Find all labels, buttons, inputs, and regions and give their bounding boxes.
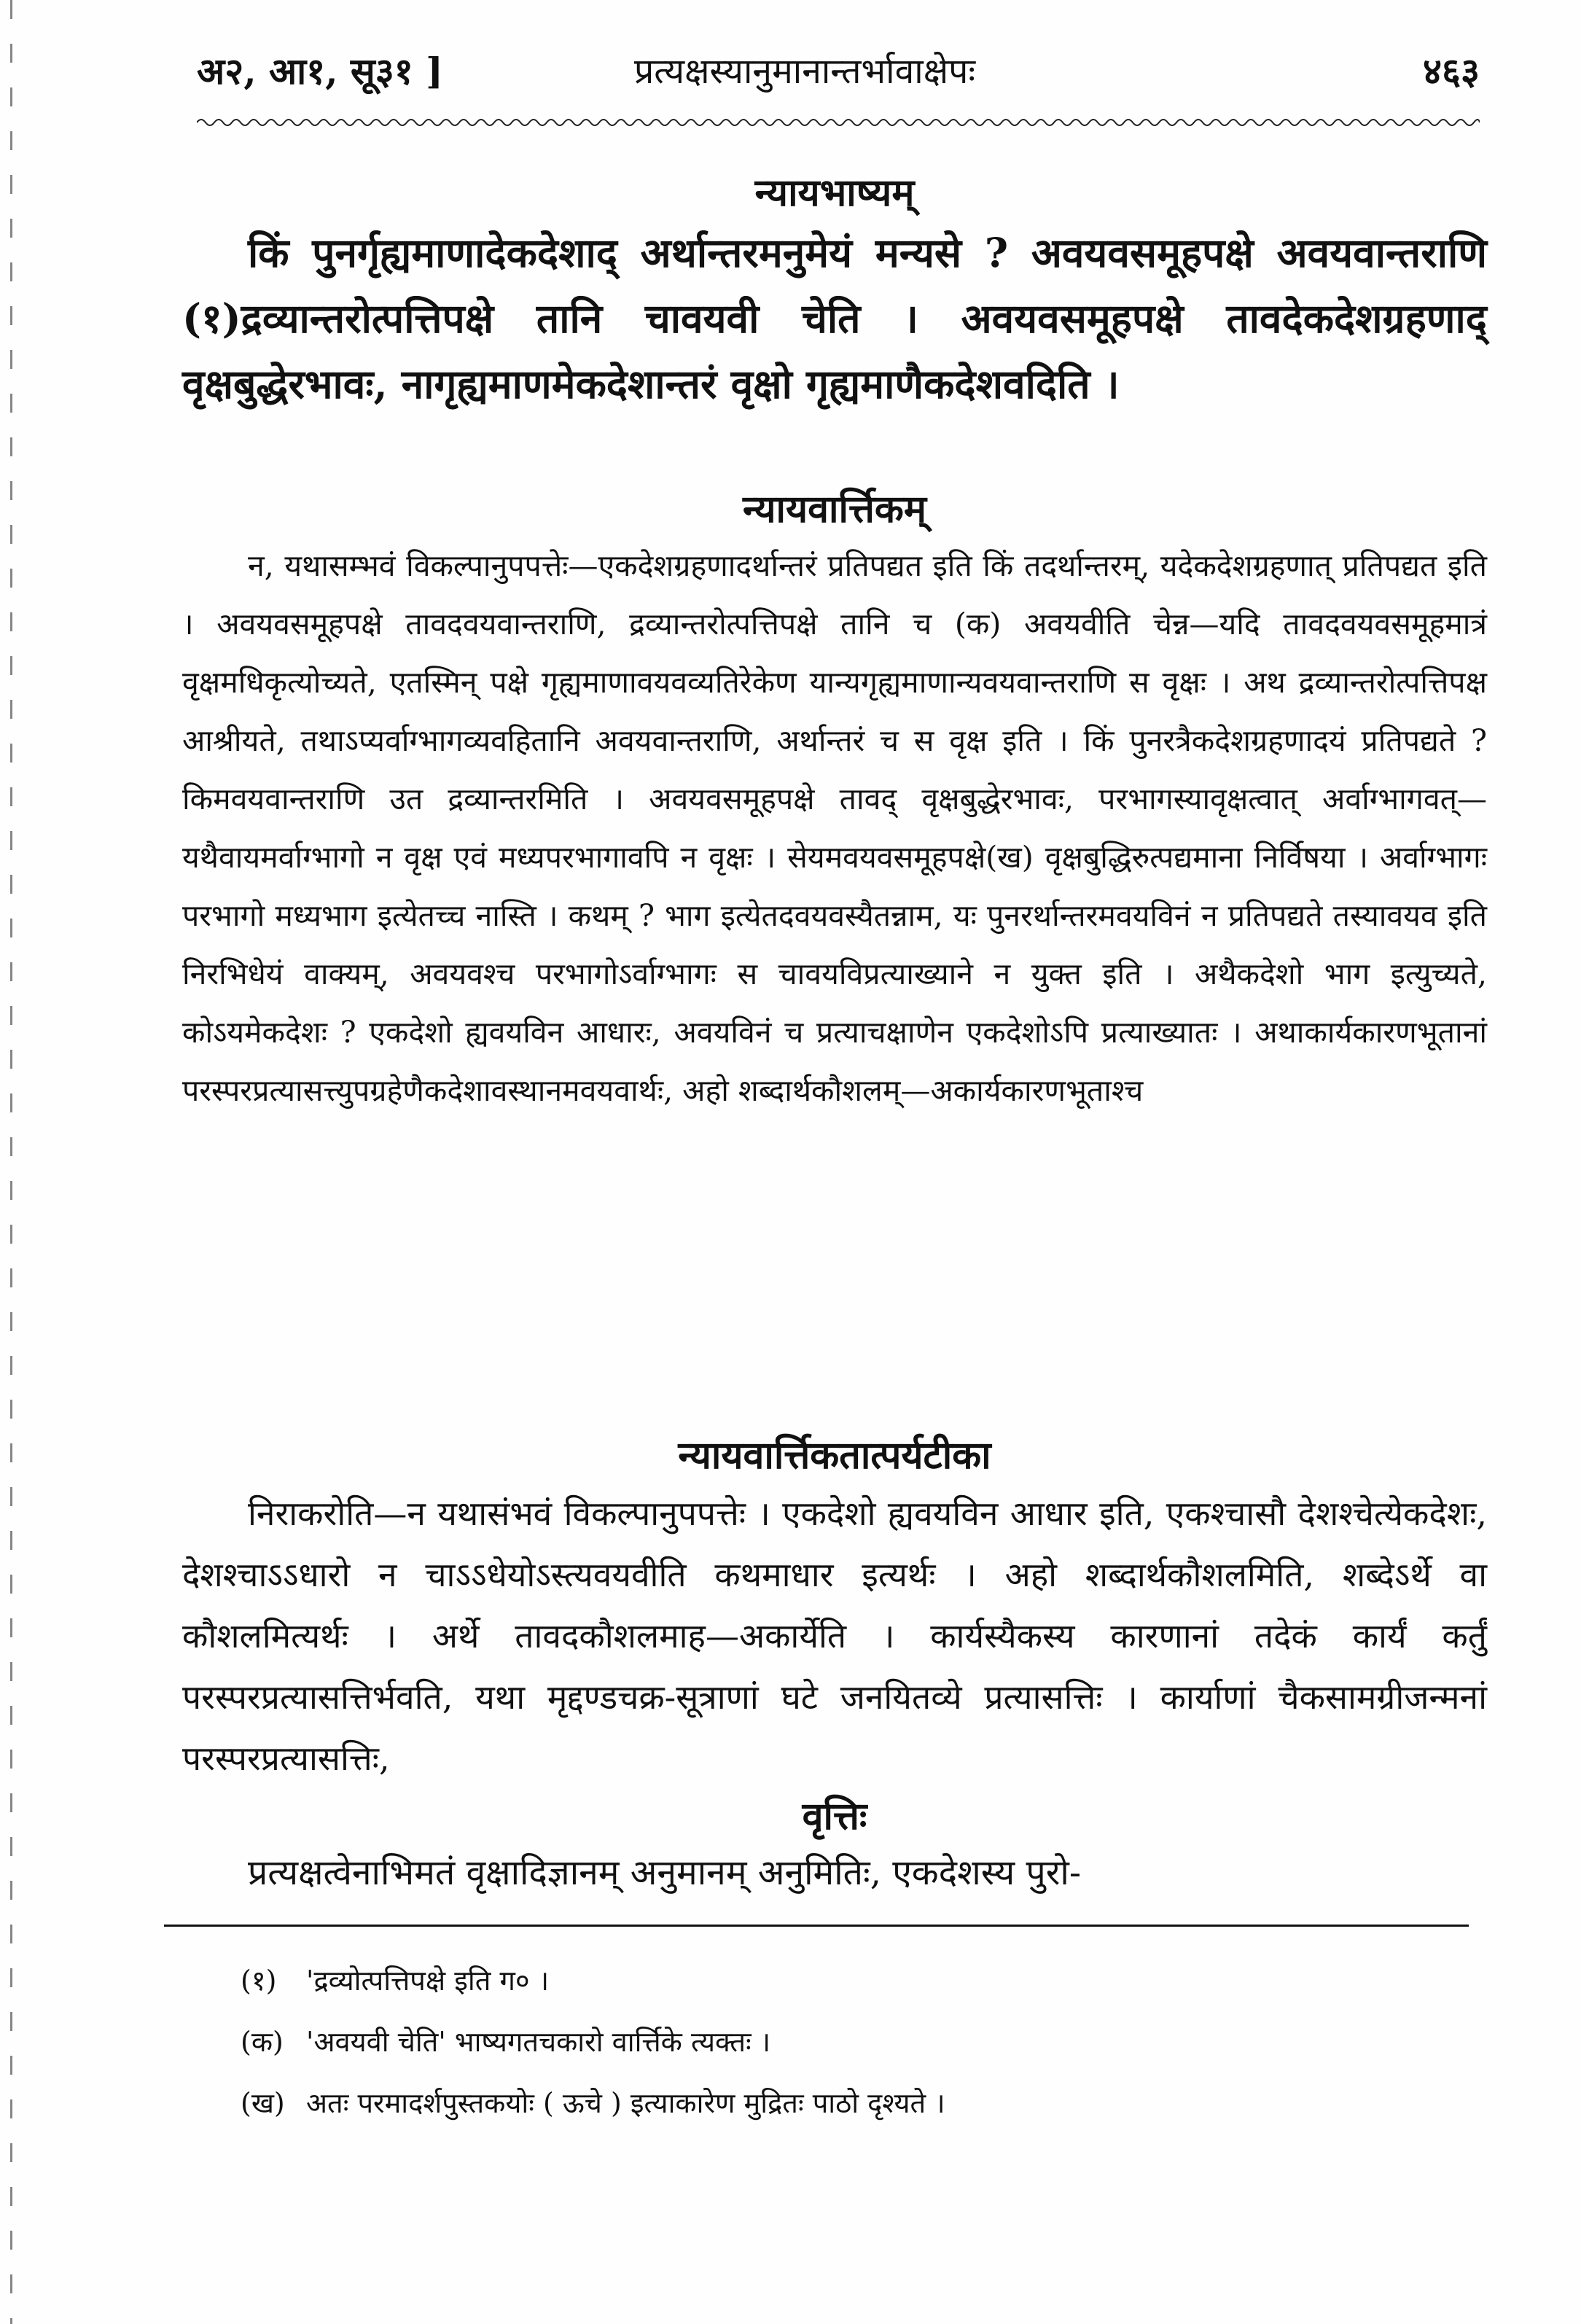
- vritti-heading: वृत्तिः: [802, 1794, 867, 1838]
- varttika-section: [182, 483, 1487, 1120]
- footnote-text: 'द्रव्योत्पत्तिपक्षे इति ग० ।: [306, 1965, 550, 1997]
- footnote: [241, 1961, 1480, 2000]
- varttika-heading: न्यायवार्त्तिकम्: [743, 487, 926, 531]
- footnote-text: अतः परमादर्शपुस्तकयोः ( ऊचे ) इत्याकारेण मुद्रितः पाठो दृश्यते ।: [306, 2087, 945, 2119]
- bhashya-text: किं पुनर्गृह्यमाणादेकदेशाद् अर्थान्तरमनुमेयं मन्यसे ? अवयवसमूहपक्षे अवयवान्तराणि (१)द्रव्यान्तरोत्पत्तिपक्षे तानि चावयवी चेति । अवयवसमूहपक्षे तावदेकदेशग्रहणाद् वृक्षबुद्धेरभावः, नागृह्यमाणमेकदेशान्तरं वृक्षो गृह्यमाणैकदेशवदिति ।: [182, 229, 1487, 408]
- wavy-header-rule: [197, 117, 1480, 128]
- bhashya-section: [182, 166, 1487, 417]
- vritti-text: प्रत्यक्षत्वेनाभिमतं वृक्षादिज्ञानम् अनुमानम् अनुमितिः, एकदेशस्य पुरो-: [248, 1852, 1082, 1893]
- footnote-mark: (ख): [241, 2087, 285, 2119]
- footnote-text: 'अवयवी चेति' भाष्यगतचकारो वार्त्तिके त्यक्तः ।: [306, 2026, 771, 2058]
- section-reference: अ२, आ१, सू३१ ]: [197, 50, 443, 93]
- bhashya-heading: न्यायभाष्यम्: [754, 171, 915, 215]
- footnotes: [241, 1961, 1480, 2145]
- running-head: [197, 45, 1480, 104]
- page-spine-edge: [10, 0, 12, 2324]
- tika-text: निराकरोति—न यथासंभवं विकल्पानुपपत्तेः । एकदेशो ह्यवयविन आधार इति, एकश्चासौ देशश्चेत्येकदेशः, देशश्चाऽऽधारो न चाऽऽधेयोऽस्त्यवयवीति कथमाधार इत्यर्थः । अहो शब्दार्थकौशलमिति, शब्देऽर्थे वा कौशलमित्यर्थः । अर्थे तावदकौशलमाह—अकार्येति । कार्यस्यैकस्य कारणानां तदेकं कार्यं कर्तुं परस्परप्रत्यासत्तिर्भवति, यथा मृद्दण्डचक्र-सूत्राणां घटे जनयितव्ये प्रत्यासत्तिः । कार्याणां चैकसामग्रीजन्मनां परस्परप्रत्यासत्तिः,: [182, 1494, 1487, 1778]
- running-title: प्रत्यक्षस्यानुमानान्तर्भावाक्षेपः: [634, 51, 976, 92]
- page-number: ४६३: [1423, 50, 1480, 93]
- tika-heading: न्यायवार्त्तिकतात्पर्यटीका: [678, 1433, 991, 1478]
- varttika-text: न, यथासम्भवं विकल्पानुपपत्तेः—एकदेशग्रहणादर्थान्तरं प्रतिपद्यत इति किं तदर्थान्तरम्, यदेकदेशग्रहणात् प्रतिपद्यत इति । अवयवसमूहपक्षे तावदवयवान्तराणि, द्रव्यान्तरोत्पत्तिपक्षे तानि च (क) अवयवीति चेन्न—यदि तावदवयवसमूहमात्रं वृक्षमधिकृत्योच्यते, एतस्मिन् पक्षे गृह्यमाणावयवव्यतिरेकेण यान्यगृह्यमाणान्यवयवान्तराणि स वृक्षः । अथ द्रव्यान्तरोत्पत्तिपक्ष आश्रीयते, तथाऽप्यर्वाग्भागव्यवहितानि अवयवान्तराणि, अर्थान्तरं च स वृक्ष इति । किं पुनरत्रैकदेशग्रहणादयं प्रतिपद्यते ? किमवयवान्तराणि उत द्रव्यान्तरमिति । अवयवसमूहपक्षे तावद् वृक्षबुद्धेरभावः, परभागस्यावृक्षत्वात् अर्वाग्भागवत्—यथैवायमर्वाग्भागो न वृक्ष एवं मध्यपरभागावपि न वृक्षः । सेयमवयवसमूहपक्षे(ख) वृक्षबुद्धिरुत्पद्यमाना निर्विषया । अर्वाग्भागः परभागो मध्यभाग इत्येतच्च नास्ति । कथम् ? भाग इत्येतदवयवस्यैतन्नाम, यः पुनरर्थान्तरमवयविनं न प्रतिपद्यते तस्यावयव इति निरभिधेयं वाक्यम्, अवयवश्च परभागोऽर्वाग्भागः स चावयविप्रत्याख्याने न युक्त इति । अथैकदेशो भाग इत्युच्यते, कोऽयमेकदेशः ? एकदेशो ह्यवयविन आधारः, अवयविनं च प्रत्याचक्षाणेन एकदेशोऽपि प्रत्याख्यातः । अथाकार्यकारणभूतानां परस्परप्रत्यासत्त्युपग्रहेणैकदेशावस्थानमवयवार्थः, अहो शब्दार्थकौशलम्—अकार्यकारणभूताश्च: [182, 548, 1487, 1108]
- footnote: [241, 2083, 1480, 2123]
- footnote-mark: (क): [241, 2026, 284, 2058]
- footnote-rule: [164, 1925, 1469, 1927]
- footnote: [241, 2022, 1480, 2062]
- tika-section: [182, 1429, 1487, 1789]
- footnote-mark: (१): [241, 1965, 277, 1997]
- vritti-section: [182, 1790, 1487, 1902]
